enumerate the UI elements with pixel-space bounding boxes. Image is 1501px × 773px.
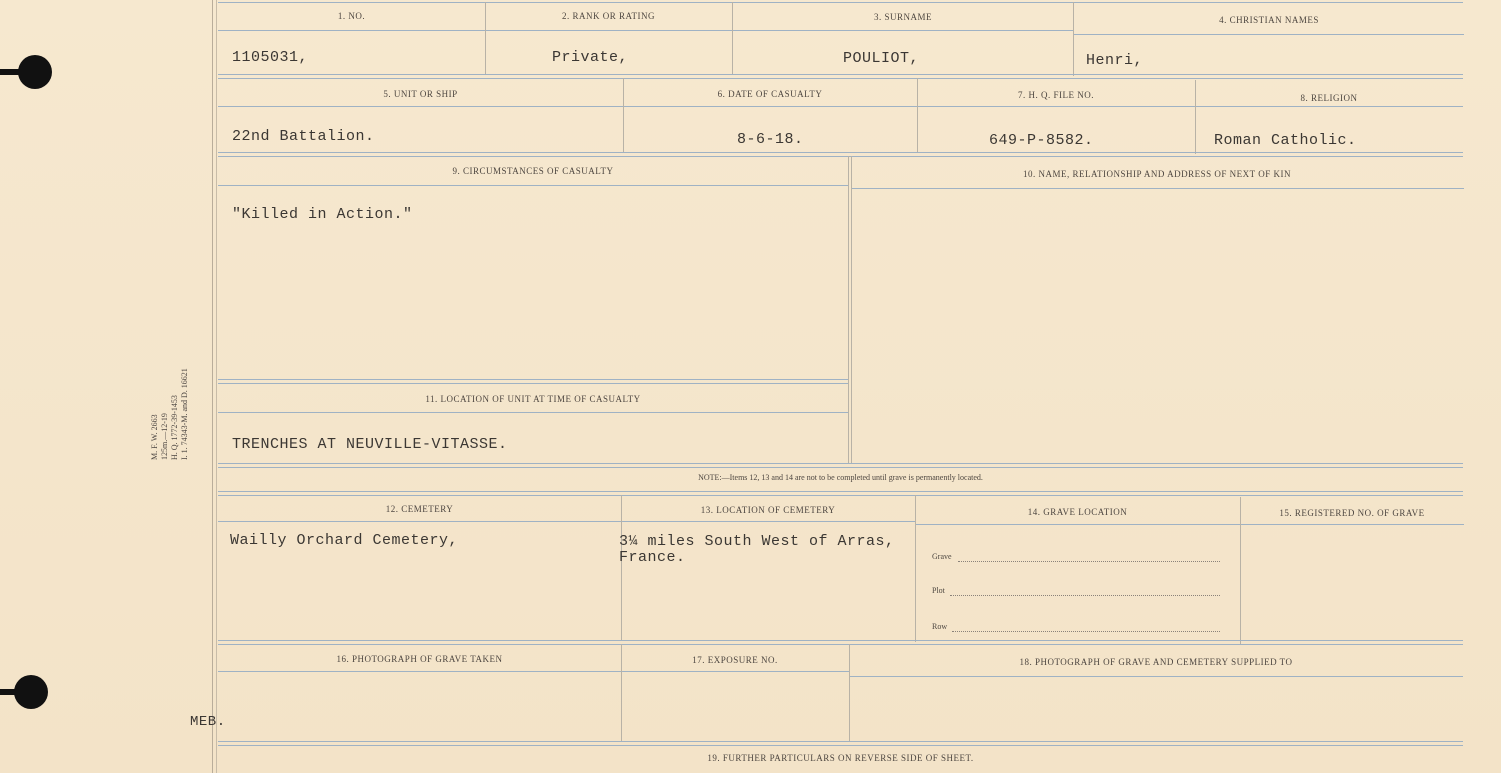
row-label: Row [932, 622, 948, 631]
label-unit: 5. UNIT OR SHIP [383, 89, 458, 99]
label-surname: 3. SURNAME [873, 12, 932, 22]
punch-hole-bottom [14, 675, 48, 709]
rule [218, 521, 915, 522]
form-code: M. F. W. 2663 125m.—12-19 H. Q. 1772-39-1453 I. 1. 74343-M. and D. 16621 [150, 368, 189, 460]
value-cemetery-location-line1: 3¼ miles South West of Arras, [619, 533, 895, 550]
value-circumstances: "Killed in Action." [232, 206, 413, 223]
label-further-particulars: 19. FURTHER PARTICULARS ON REVERSE SIDE OF SHEET. [707, 753, 974, 763]
divider [848, 156, 849, 464]
value-date: 8-6-18. [737, 131, 804, 148]
divider [1240, 497, 1241, 644]
rule [1074, 34, 1464, 35]
grave-line [958, 560, 1220, 562]
rule [218, 741, 1463, 746]
grave-label: Grave [932, 552, 952, 561]
value-hq-file: 649-P-8582. [989, 132, 1094, 149]
rule [852, 188, 1464, 189]
rule [218, 491, 1463, 496]
label-cemetery: 12. CEMETERY [385, 504, 454, 514]
value-unit: 22nd Battalion. [232, 128, 375, 145]
clerk-initials: MEB. [190, 714, 226, 730]
rule [218, 463, 1463, 468]
punch-hole-top [18, 55, 52, 89]
rule [218, 30, 1073, 31]
divider [621, 644, 622, 742]
value-christian-names: Henri, [1086, 52, 1144, 69]
value-no: 1105031, [232, 49, 309, 66]
label-no: 1. NO. [337, 11, 366, 21]
plot-line [950, 594, 1220, 596]
rule [218, 640, 1463, 645]
value-cemetery-location-line2: France. [619, 549, 686, 566]
row-line [952, 630, 1220, 632]
label-cemetery-location: 13. LOCATION OF CEMETERY [700, 505, 836, 515]
value-rank: Private, [552, 49, 629, 66]
label-photo-supplied: 18. PHOTOGRAPH OF GRAVE AND CEMETERY SUPPLIED TO [1019, 657, 1293, 667]
note-text: NOTE:—Items 12, 13 and 14 are not to be completed until grave is permanently located. [698, 473, 983, 482]
rule [915, 524, 1464, 525]
label-location-unit: 11. LOCATION OF UNIT AT TIME OF CASUALTY [425, 394, 641, 404]
label-religion: 8. RELIGION [1300, 93, 1358, 103]
rule [218, 671, 849, 672]
rule [218, 74, 1463, 79]
value-surname: POULIOT, [843, 50, 920, 67]
label-circumstances: 9. CIRCUMSTANCES OF CASUALTY [452, 166, 614, 176]
divider [1195, 80, 1196, 154]
divider [1073, 2, 1074, 76]
rule [218, 412, 848, 413]
divider [623, 78, 624, 152]
label-rank: 2. RANK OR RATING [561, 11, 655, 21]
divider [849, 644, 850, 742]
label-hq-file: 7. H. Q. FILE NO. [1018, 90, 1094, 100]
divider [915, 495, 916, 642]
value-cemetery: Wailly Orchard Cemetery, [230, 532, 459, 549]
label-grave-location: 14. GRAVE LOCATION [1027, 507, 1128, 517]
divider [621, 495, 622, 640]
label-next-of-kin: 10. NAME, RELATIONSHIP AND ADDRESS OF NEXT OF KIN [1022, 169, 1292, 179]
label-registered-no: 15. REGISTERED NO. OF GRAVE [1279, 508, 1425, 518]
rule [218, 152, 1463, 157]
plot-label: Plot [932, 586, 945, 595]
margin-line-inner [216, 0, 217, 773]
divider [732, 2, 733, 74]
margin-line [212, 0, 213, 773]
rule [218, 379, 848, 384]
label-date: 6. DATE OF CASUALTY [717, 89, 823, 99]
rule [218, 106, 1463, 107]
value-location-unit: TRENCHES AT NEUVILLE-VITASSE. [232, 436, 508, 453]
rule [218, 185, 848, 186]
divider [485, 2, 486, 74]
divider [917, 78, 918, 152]
label-photo-taken: 16. PHOTOGRAPH OF GRAVE TAKEN [336, 654, 503, 664]
label-christian-names: 4. CHRISTIAN NAMES [1219, 15, 1319, 25]
rule [218, 2, 1463, 3]
value-religion: Roman Catholic. [1214, 132, 1357, 149]
label-exposure-no: 17. EXPOSURE NO. [692, 655, 778, 665]
divider [851, 156, 852, 464]
rule [849, 676, 1463, 677]
